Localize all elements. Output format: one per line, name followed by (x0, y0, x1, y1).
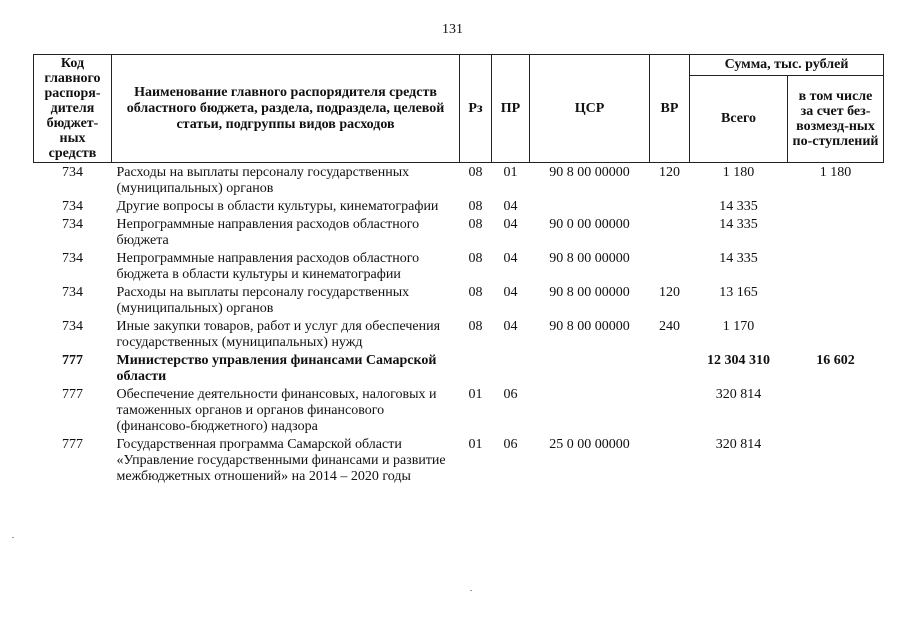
cell-own (788, 317, 884, 351)
cell-name: Иные закупки товаров, работ и услуг для обеспечения государственных (муниципальных) нужд (116, 319, 441, 350)
cell-name: Обеспечение деятельности финансовых, налоговых и таможенных органов и органов финансового (финансово-бюджетного) надзора (116, 387, 437, 434)
cell-pr: 01 (503, 165, 518, 180)
cell-rz: 08 (468, 199, 483, 214)
cell-own: 1 180 (819, 165, 852, 180)
cell-own (788, 197, 884, 215)
header-code: Код главного распоря-дителя бюджет-ных средств (34, 55, 112, 163)
header-csr: ЦСР (530, 55, 650, 163)
cell-csr: 90 0 00 00000 (549, 217, 630, 232)
cell-own: 16 602 (816, 353, 855, 368)
cell-csr: 90 8 00 00000 (549, 319, 630, 334)
cell-total: 14 335 (719, 199, 758, 214)
cell-code: 734 (62, 165, 83, 180)
cell-vr (650, 249, 690, 283)
cell-own (788, 385, 884, 435)
cell-name: Непрограммные направления расходов областного бюджета (116, 217, 420, 248)
header-own: в том числе за счет без-возмезд-ных по-ступлений (788, 76, 884, 163)
cell-name: Непрограммные направления расходов областного бюджета в области культуры и кинематографии (116, 251, 420, 282)
table-row (34, 385, 884, 435)
cell-rz: 08 (468, 251, 483, 266)
table-row (34, 163, 884, 198)
cell-code: 734 (62, 217, 83, 232)
header-pr: ПР (492, 55, 530, 163)
cell-rz: 01 (468, 437, 483, 452)
cell-csr: 90 8 00 00000 (549, 251, 630, 266)
cell-vr (650, 197, 690, 215)
cell-total: 12 304 310 (707, 353, 770, 368)
cell-csr (530, 351, 650, 385)
scan-speck (470, 590, 472, 591)
cell-own (788, 249, 884, 283)
cell-pr: 04 (503, 319, 518, 334)
cell-name: Министерство управления финансами Самарской области (116, 353, 437, 384)
cell-csr: 90 8 00 00000 (549, 165, 630, 180)
cell-vr (650, 435, 690, 485)
header-name: Наименование главного распорядителя средств областного бюджета, раздела, подраздела, целевой статьи, подгруппы видов расходов (112, 55, 460, 163)
table-row (34, 249, 884, 283)
cell-pr: 06 (503, 437, 518, 452)
cell-total: 13 165 (719, 285, 758, 300)
cell-vr (650, 385, 690, 435)
table-row (34, 351, 884, 385)
cell-total: 320 814 (715, 437, 762, 452)
cell-code: 734 (62, 285, 83, 300)
cell-rz (460, 351, 492, 385)
cell-own (788, 435, 884, 485)
scan-speck (12, 537, 14, 538)
cell-name: Расходы на выплаты персоналу государственных (муниципальных) органов (116, 285, 410, 316)
cell-rz: 08 (468, 319, 483, 334)
cell-rz: 08 (468, 285, 483, 300)
header-rz: Рз (460, 55, 492, 163)
table-row (34, 283, 884, 317)
cell-code: 734 (62, 199, 83, 214)
cell-vr: 120 (659, 165, 680, 180)
cell-own (788, 215, 884, 249)
cell-code: 734 (62, 251, 83, 266)
table-row (34, 197, 884, 215)
header-total: Всего (690, 76, 788, 163)
cell-total: 14 335 (719, 217, 758, 232)
header-sum: Сумма, тыс. рублей (690, 55, 884, 76)
cell-csr: 25 0 00 00000 (549, 437, 630, 452)
header-vr: ВР (650, 55, 690, 163)
table-row (34, 435, 884, 485)
table-row (34, 215, 884, 249)
cell-name: Другие вопросы в области культуры, кинематографии (116, 199, 439, 214)
cell-csr: 90 8 00 00000 (549, 285, 630, 300)
cell-code: 777 (62, 437, 83, 452)
cell-pr (492, 351, 530, 385)
cell-total: 1 170 (722, 319, 755, 334)
cell-rz: 08 (468, 217, 483, 232)
cell-pr: 04 (503, 251, 518, 266)
cell-total: 14 335 (719, 251, 758, 266)
cell-name: Государственная программа Самарской области «Управление государственными финансами и развитие межбюджетных отношений» на 2014 – 2020 годы (116, 437, 446, 484)
budget-table (33, 54, 884, 485)
cell-vr: 120 (659, 285, 680, 300)
cell-code: 777 (62, 387, 83, 402)
cell-vr (650, 215, 690, 249)
cell-rz: 08 (468, 165, 483, 180)
cell-pr: 04 (503, 199, 518, 214)
cell-pr: 04 (503, 217, 518, 232)
cell-own (788, 283, 884, 317)
cell-code: 734 (62, 319, 83, 334)
cell-code: 777 (62, 353, 83, 368)
cell-name: Расходы на выплаты персоналу государственных (муниципальных) органов (116, 165, 410, 196)
table-body (34, 163, 884, 486)
cell-pr: 06 (503, 387, 518, 402)
cell-csr (530, 197, 650, 215)
page-number: 131 (442, 22, 463, 37)
table-header (34, 55, 884, 163)
cell-pr: 04 (503, 285, 518, 300)
cell-total: 320 814 (715, 387, 762, 402)
table-row (34, 317, 884, 351)
cell-csr (530, 385, 650, 435)
cell-total: 1 180 (722, 165, 755, 180)
cell-vr: 240 (659, 319, 680, 334)
cell-vr (650, 351, 690, 385)
cell-rz: 01 (468, 387, 483, 402)
